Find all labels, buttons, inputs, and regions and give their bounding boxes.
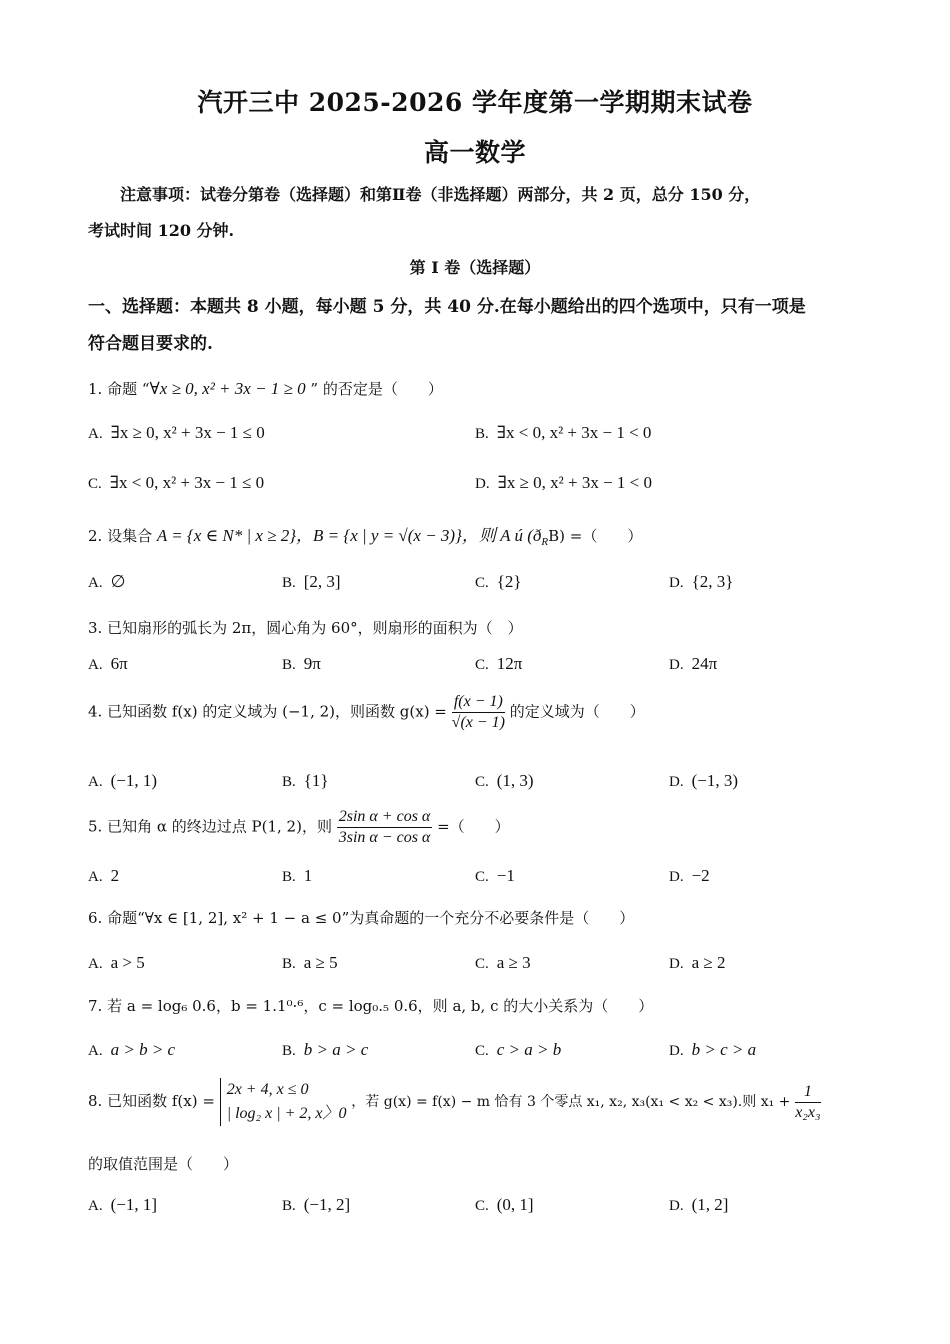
option-value: [2, 3] bbox=[303, 572, 341, 591]
option-value: 12π bbox=[496, 654, 523, 673]
question-text: ，则 A ú (ð bbox=[461, 526, 542, 545]
notice-line-1: 注意事项：试卷分第卷（选择题）和第Ⅱ卷（非选择题）两部分，共 2 页，总分 150 分， bbox=[120, 185, 761, 204]
question-number: 2. bbox=[88, 527, 103, 545]
option-6a[interactable] bbox=[88, 953, 145, 973]
option-2d[interactable] bbox=[669, 572, 733, 592]
question-6 bbox=[88, 907, 634, 928]
option-label: B. bbox=[282, 657, 296, 673]
option-label: A. bbox=[88, 869, 103, 885]
option-4a[interactable] bbox=[88, 771, 157, 791]
question-5 bbox=[88, 808, 510, 847]
option-value: 2 bbox=[110, 866, 120, 885]
fraction-numerator: 2sin α + cos α bbox=[337, 808, 433, 828]
option-2b[interactable] bbox=[282, 572, 341, 592]
option-label: D. bbox=[669, 575, 684, 591]
question-text: 已知扇形的弧长为 2π，圆心角为 60°，则扇形的面积为（ ） bbox=[107, 619, 523, 637]
question-text: B) =（ ） bbox=[548, 527, 643, 545]
option-label: B. bbox=[282, 869, 296, 885]
option-1c[interactable] bbox=[88, 473, 264, 493]
option-label: A. bbox=[88, 956, 103, 972]
option-value: {1} bbox=[303, 771, 329, 790]
option-label: D. bbox=[669, 869, 684, 885]
option-label: D. bbox=[669, 1198, 684, 1214]
option-label: D. bbox=[669, 1043, 684, 1059]
option-label: C. bbox=[475, 1198, 489, 1214]
option-label: A. bbox=[88, 1043, 103, 1059]
option-label: D. bbox=[669, 657, 684, 673]
option-label: A. bbox=[88, 1198, 103, 1214]
option-8d[interactable] bbox=[669, 1195, 728, 1215]
question-number: 3. bbox=[88, 619, 103, 637]
question-7 bbox=[88, 995, 653, 1016]
option-8c[interactable] bbox=[475, 1195, 534, 1215]
question-text: 设集合 bbox=[107, 527, 157, 545]
option-label: C. bbox=[475, 1043, 489, 1059]
fraction bbox=[795, 1083, 820, 1122]
option-label: D. bbox=[669, 956, 684, 972]
exam-title: 汽开三中 2025-2026 学年度第一学期期末试卷 bbox=[197, 88, 753, 117]
option-value: ∃x < 0, x² + 3x − 1 ≤ 0 bbox=[109, 473, 265, 492]
option-value: (−1, 3) bbox=[691, 771, 739, 790]
option-value: a ≥ 5 bbox=[303, 953, 338, 972]
option-value: {2} bbox=[496, 572, 522, 591]
option-3a[interactable] bbox=[88, 654, 128, 674]
question-8-line-2: 的取值范围是（ ） bbox=[88, 1155, 239, 1173]
option-label: B. bbox=[282, 774, 296, 790]
piecewise-branch-2: | log₂ x | + 2, x〉0 bbox=[226, 1105, 347, 1122]
part1-title: 第 I 卷（选择题） bbox=[409, 258, 541, 277]
exam-subject: 高一数学 bbox=[423, 138, 526, 167]
question-4 bbox=[88, 693, 645, 732]
piecewise-branch-1: 2x + 4, x ≤ 0 bbox=[226, 1081, 309, 1098]
option-value: −1 bbox=[496, 866, 515, 885]
option-7a[interactable] bbox=[88, 1040, 175, 1060]
option-label: C. bbox=[475, 956, 489, 972]
option-value: a ≥ 2 bbox=[691, 953, 726, 972]
question-math: A = {x ∈ N* | x ≥ 2}，B = {x | y = √(x − 3)} bbox=[156, 526, 462, 545]
option-8a[interactable] bbox=[88, 1195, 157, 1215]
option-6d[interactable] bbox=[669, 953, 725, 973]
option-3d[interactable] bbox=[669, 654, 717, 674]
option-1b[interactable] bbox=[475, 423, 651, 443]
question-text: 已知函数 f(x) 的定义域为 (−1, 2)，则函数 g(x) = bbox=[107, 702, 447, 721]
question-text: 命题“∀x ∈ [1, 2], x² + 1 − a ≤ 0”为真命题的一个充分不必要条件是（ ） bbox=[107, 909, 635, 927]
option-value: a > 5 bbox=[110, 953, 145, 972]
option-value: (1, 3) bbox=[496, 771, 534, 790]
question-number: 7. bbox=[88, 997, 103, 1015]
option-label: C. bbox=[475, 869, 489, 885]
option-6c[interactable] bbox=[475, 953, 531, 973]
option-label: C. bbox=[475, 575, 489, 591]
option-5b[interactable] bbox=[282, 866, 312, 886]
question-number: 4. bbox=[88, 702, 103, 721]
option-value: (0, 1] bbox=[496, 1195, 534, 1214]
question-math: ∀x ≥ 0, x² + 3x − 1 ≥ 0 bbox=[149, 379, 306, 398]
option-label: D. bbox=[669, 774, 684, 790]
question-text: 已知函数 f(x) = bbox=[107, 1092, 215, 1110]
question-3 bbox=[88, 617, 523, 638]
option-label: A. bbox=[88, 774, 103, 790]
option-label: B. bbox=[282, 956, 296, 972]
fraction-denominator: √(x − 1) bbox=[451, 714, 506, 731]
option-5c[interactable] bbox=[475, 866, 515, 886]
option-3b[interactable] bbox=[282, 654, 321, 674]
question-number: 8. bbox=[88, 1092, 103, 1110]
option-4b[interactable] bbox=[282, 771, 329, 791]
notice-line-2: 考试时间 120 分钟. bbox=[88, 221, 235, 240]
option-value: (1, 2] bbox=[691, 1195, 729, 1214]
option-value: 6π bbox=[110, 654, 128, 673]
option-label: C. bbox=[475, 657, 489, 673]
option-2a[interactable] bbox=[88, 572, 125, 592]
option-label: C. bbox=[88, 476, 102, 492]
question-text: =（ ） bbox=[437, 817, 510, 836]
option-value: −2 bbox=[691, 866, 710, 885]
option-value: 24π bbox=[691, 654, 718, 673]
option-value: 1 bbox=[303, 866, 313, 885]
piecewise-function bbox=[220, 1078, 347, 1126]
fraction-numerator: 1 bbox=[795, 1083, 820, 1103]
option-value: ∃x ≥ 0, x² + 3x − 1 < 0 bbox=[497, 473, 653, 492]
question-number: 1. bbox=[88, 380, 103, 398]
question-2 bbox=[88, 521, 642, 548]
fraction-denominator: 3sin α − cos α bbox=[338, 829, 431, 846]
option-value: b > a > c bbox=[303, 1040, 369, 1059]
option-value: (−1, 1] bbox=[110, 1195, 158, 1214]
option-label: B. bbox=[282, 1198, 296, 1214]
question-text: 已知角 α 的终边过点 P(1, 2)，则 bbox=[107, 817, 332, 836]
option-7b[interactable] bbox=[282, 1040, 368, 1060]
option-label: A. bbox=[88, 657, 103, 673]
option-value: c > a > b bbox=[496, 1040, 562, 1059]
question-number: 6. bbox=[88, 909, 103, 927]
question-1 bbox=[88, 378, 443, 399]
option-label: A. bbox=[88, 426, 103, 442]
fraction bbox=[337, 808, 433, 847]
option-6b[interactable] bbox=[282, 953, 338, 973]
option-value: (−1, 1) bbox=[110, 771, 158, 790]
question-8 bbox=[88, 1078, 821, 1126]
option-3c[interactable] bbox=[475, 654, 522, 674]
option-7d[interactable] bbox=[669, 1040, 756, 1060]
option-value: a ≥ 3 bbox=[496, 953, 531, 972]
question-text: ” 的否定是（ ） bbox=[305, 380, 443, 398]
question-subscript: R bbox=[541, 536, 549, 548]
option-label: B. bbox=[475, 426, 489, 442]
question-text: 若 a = log₆ 0.6，b = 1.1⁰·⁶，c = log₀.₅ 0.6，则 a, b, c 的大小关系为（ ） bbox=[107, 997, 654, 1015]
option-8b[interactable] bbox=[282, 1195, 350, 1215]
fraction bbox=[452, 693, 505, 732]
option-7c[interactable] bbox=[475, 1040, 561, 1060]
question-text: 命题 “ bbox=[107, 380, 150, 398]
option-label: C. bbox=[475, 774, 489, 790]
option-label: A. bbox=[88, 575, 103, 591]
question-number: 5. bbox=[88, 817, 103, 836]
option-label: D. bbox=[475, 476, 490, 492]
option-5d[interactable] bbox=[669, 866, 710, 886]
question-text: 的定义域为（ ） bbox=[509, 702, 645, 721]
option-value: b > c > a bbox=[691, 1040, 757, 1059]
option-value: {2, 3} bbox=[691, 572, 734, 591]
option-5a[interactable] bbox=[88, 866, 119, 886]
question-text: ，若 g(x) = f(x) − m 恰有 3 个零点 x₁, x₂, x₃(x₁ < x₂ < x₃).则 x₁ + bbox=[351, 1094, 791, 1110]
fraction-denominator: x₂x₃ bbox=[795, 1103, 821, 1121]
section1-line-1: 一、选择题：本题共 8 小题，每小题 5 分，共 40 分.在每小题给出的四个选项中，只有一项是 bbox=[88, 297, 806, 317]
option-value: a > b > c bbox=[110, 1040, 176, 1059]
option-value: 9π bbox=[303, 654, 321, 673]
option-value: ∅ bbox=[110, 572, 126, 591]
option-1d[interactable] bbox=[475, 473, 652, 493]
option-label: B. bbox=[282, 575, 296, 591]
section1-line-2: 符合题目要求的. bbox=[88, 334, 213, 354]
option-4c[interactable] bbox=[475, 771, 534, 791]
option-label: B. bbox=[282, 1043, 296, 1059]
option-value: ∃x < 0, x² + 3x − 1 < 0 bbox=[496, 423, 652, 442]
option-4d[interactable] bbox=[669, 771, 738, 791]
option-value: ∃x ≥ 0, x² + 3x − 1 ≤ 0 bbox=[110, 423, 265, 442]
fraction-numerator: f(x − 1) bbox=[452, 693, 505, 713]
option-1a[interactable] bbox=[88, 423, 265, 443]
option-2c[interactable] bbox=[475, 572, 522, 592]
option-value: (−1, 2] bbox=[303, 1195, 351, 1214]
